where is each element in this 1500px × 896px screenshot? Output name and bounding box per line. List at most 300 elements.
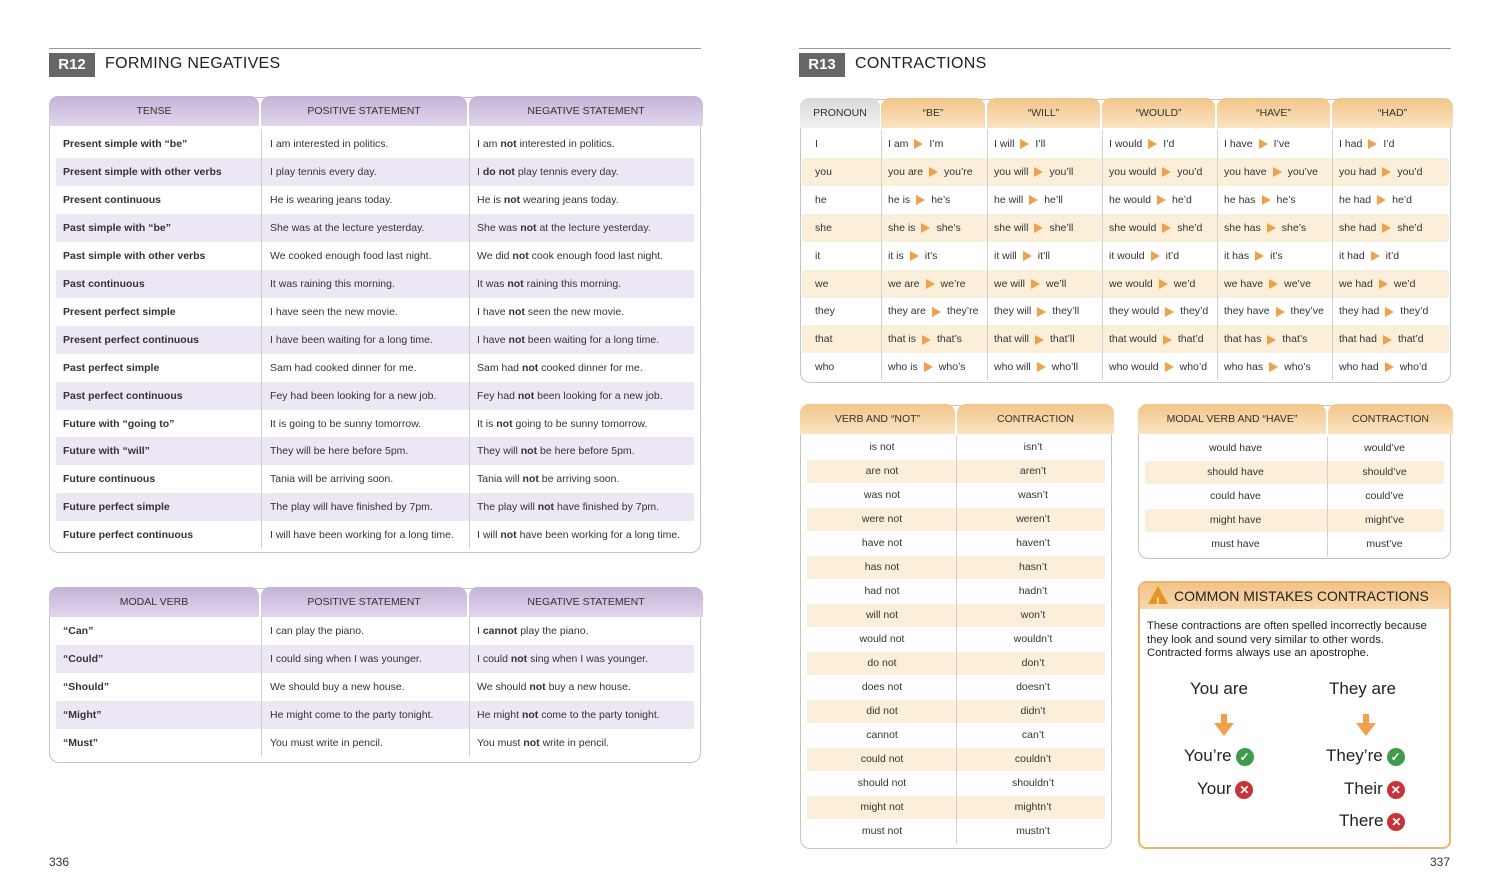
positive-cell: You must write in pencil. xyxy=(270,737,383,749)
tense-cell: Future with “going to” xyxy=(63,417,175,430)
negative-cell: She was not at the lecture yesterday. xyxy=(477,221,651,234)
contraction-cell: they have they’ve xyxy=(1224,305,1324,318)
tense-cell: Past perfect continuous xyxy=(63,389,183,402)
negative-cell: I cannot play the piano. xyxy=(477,625,589,637)
table-row xyxy=(56,673,694,701)
arrow-right-icon xyxy=(1159,279,1168,289)
arrow-right-icon xyxy=(910,251,919,261)
table-row xyxy=(56,186,694,214)
column-divider xyxy=(261,130,262,549)
arrow-right-icon xyxy=(921,223,930,233)
column-header: “WILL” xyxy=(987,98,1100,128)
arrow-right-icon xyxy=(1267,335,1276,345)
arrow-right-icon xyxy=(1023,251,1032,261)
arrow-right-icon xyxy=(1371,251,1380,261)
column-header: “HAVE” xyxy=(1217,98,1330,128)
contraction-cell: aren’t xyxy=(1019,465,1047,477)
positive-cell: Sam had cooked dinner for me. xyxy=(270,361,417,374)
table-header xyxy=(49,96,701,126)
verb-and-not-table xyxy=(800,405,1112,849)
contraction-cell: she has she’s xyxy=(1224,221,1307,234)
arrow-right-icon xyxy=(914,139,923,149)
column-header: “HAD” xyxy=(1332,98,1453,128)
pronoun-cell: who xyxy=(815,361,835,374)
column-divider xyxy=(261,617,262,757)
positive-cell: I will have been working for a long time. xyxy=(270,529,454,542)
pronoun-cell: we xyxy=(815,277,829,290)
verb-cell: have not xyxy=(861,537,903,549)
verb-cell: might have xyxy=(1209,514,1262,526)
contraction-cell: won’t xyxy=(1020,609,1046,621)
correct-form-right: They’re ✓ xyxy=(1326,746,1405,766)
arrow-down-icon xyxy=(1359,714,1373,736)
check-icon: ✓ xyxy=(1387,748,1405,766)
verb-cell: might not xyxy=(860,801,904,813)
table-row xyxy=(802,242,1449,270)
verb-cell: is not xyxy=(869,441,895,453)
contraction-cell: should’ve xyxy=(1362,466,1407,478)
tense-cell: Past simple with “be” xyxy=(63,221,171,234)
positive-cell: It is going to be sunny tomorrow. xyxy=(270,417,422,430)
table-row xyxy=(802,297,1449,325)
table-row xyxy=(56,701,694,729)
arrow-right-icon xyxy=(1273,167,1282,177)
arrow-right-icon xyxy=(1255,251,1264,261)
contraction-cell: it has it’s xyxy=(1224,249,1283,262)
positive-cell: He is wearing jeans today. xyxy=(270,193,393,206)
positive-cell: I am interested in politics. xyxy=(270,138,389,150)
contraction-cell: it is it’s xyxy=(888,249,938,262)
column-header: VERB AND “NOT” xyxy=(800,404,955,434)
column-divider xyxy=(469,130,470,549)
contraction-cell: who has who’s xyxy=(1224,361,1311,374)
section-title: FORMING NEGATIVES xyxy=(105,55,281,72)
arrow-right-icon xyxy=(1368,139,1377,149)
tense-cell: Future with “will” xyxy=(63,445,150,458)
contraction-cell: he has he’s xyxy=(1224,193,1296,206)
arrow-down-icon xyxy=(1217,714,1231,736)
contraction-cell: I have I’ve xyxy=(1224,138,1290,150)
tense-cell: “Should” xyxy=(63,681,110,693)
verb-cell: must not xyxy=(861,825,903,837)
verb-cell: must have xyxy=(1211,538,1260,550)
negative-cell: It is not going to be sunny tomorrow. xyxy=(477,417,648,430)
contraction-cell: we would we’d xyxy=(1109,277,1196,290)
contraction-cell: they will they’ll xyxy=(994,305,1080,318)
negative-cell: They will not be here before 5pm. xyxy=(477,445,635,458)
contraction-cell: I had I’d xyxy=(1339,138,1395,150)
table-row xyxy=(56,437,694,465)
table-row xyxy=(56,645,694,673)
contraction-cell: mightn’t xyxy=(1014,801,1052,813)
tense-cell: Past perfect simple xyxy=(63,361,160,374)
column-divider xyxy=(1332,130,1333,380)
arrow-right-icon xyxy=(1165,362,1174,372)
negative-cell: I am not interested in politics. xyxy=(477,138,615,150)
arrow-right-icon xyxy=(1037,362,1046,372)
contraction-cell: I would I’d xyxy=(1109,138,1175,150)
common-mistakes-text: These contractions are often spelled incorrectly because they look and sound very similar to other words. Contracted forms always use an apostrophe. xyxy=(1147,620,1427,659)
cross-icon: ✕ xyxy=(1387,781,1405,799)
negative-cell: It was not raining this morning. xyxy=(477,277,622,290)
contraction-cell: haven’t xyxy=(1016,537,1050,549)
contractions-table xyxy=(800,99,1451,383)
section-code: R12 xyxy=(49,53,95,77)
tense-cell: Past continuous xyxy=(63,277,145,290)
negative-cell: We should not buy a new house. xyxy=(477,681,631,693)
common-mistakes-header xyxy=(1140,583,1449,609)
table-row xyxy=(1145,485,1444,508)
contraction-cell: hadn’t xyxy=(1018,585,1048,597)
table-row xyxy=(56,410,694,438)
tense-cell: Present perfect simple xyxy=(63,305,176,318)
contraction-cell: don’t xyxy=(1021,657,1045,669)
arrow-right-icon xyxy=(922,335,931,345)
arrow-right-icon xyxy=(1029,195,1038,205)
check-icon: ✓ xyxy=(1236,748,1254,766)
contraction-cell: could’ve xyxy=(1365,490,1404,502)
contraction-cell: hasn’t xyxy=(1018,561,1048,573)
table-row xyxy=(56,326,694,354)
source-phrase-left: You are xyxy=(1190,679,1248,698)
wrong-form-right: Their ✕ xyxy=(1344,779,1405,799)
table-row xyxy=(802,270,1449,298)
pronoun-cell: that xyxy=(815,333,833,346)
verb-cell: does not xyxy=(861,681,903,693)
positive-cell: I have been waiting for a long time. xyxy=(270,333,433,346)
contraction-cell: we are we’re xyxy=(888,277,966,290)
column-header: CONTRACTION xyxy=(957,404,1114,434)
verb-cell: would have xyxy=(1208,442,1263,454)
contraction-cell: I am I’m xyxy=(888,138,944,150)
modal-verb-table xyxy=(49,588,701,763)
table-row xyxy=(56,617,694,645)
positive-cell: I have seen the new movie. xyxy=(270,305,398,318)
tense-cell: Past simple with other verbs xyxy=(63,249,206,262)
arrow-right-icon xyxy=(1165,307,1174,317)
contraction-cell: who had who’d xyxy=(1339,361,1428,374)
contraction-cell: would’ve xyxy=(1364,442,1405,454)
verb-cell: was not xyxy=(863,489,901,501)
arrow-right-icon xyxy=(926,279,935,289)
column-header: “WOULD” xyxy=(1102,98,1215,128)
contraction-cell: that is that’s xyxy=(888,333,962,346)
contraction-cell: you are you’re xyxy=(888,165,973,178)
table-row xyxy=(56,354,694,382)
contraction-cell: must’ve xyxy=(1366,538,1403,550)
arrow-right-icon xyxy=(916,195,925,205)
contraction-cell: you have you’ve xyxy=(1224,165,1318,178)
column-divider xyxy=(987,130,988,380)
pronoun-cell: she xyxy=(815,221,832,234)
arrow-right-icon xyxy=(1383,335,1392,345)
arrow-right-icon xyxy=(1151,251,1160,261)
verb-cell: do not xyxy=(867,657,897,669)
column-header: “BE” xyxy=(881,98,985,128)
table-row xyxy=(56,521,694,549)
column-header: NEGATIVE STATEMENT xyxy=(469,96,703,126)
verb-cell: should have xyxy=(1207,466,1264,478)
contraction-cell: he had he’d xyxy=(1339,193,1412,206)
column-header: MODAL VERB xyxy=(49,587,259,617)
negative-cell: We did not cook enough food last night. xyxy=(477,249,664,262)
table-header xyxy=(800,98,1451,128)
arrow-right-icon xyxy=(1385,362,1394,372)
contraction-cell: that would that’d xyxy=(1109,333,1204,346)
table-row xyxy=(802,353,1449,381)
page-number-left: 336 xyxy=(49,855,70,869)
column-header: CONTRACTION xyxy=(1328,404,1453,434)
table-row xyxy=(802,130,1449,158)
arrow-right-icon xyxy=(1276,307,1285,317)
pronoun-cell: I xyxy=(815,138,818,150)
arrow-right-icon xyxy=(932,307,941,317)
contraction-cell: it had it’d xyxy=(1339,249,1400,262)
verb-cell: could have xyxy=(1210,490,1261,502)
negative-cell: The play will not have finished by 7pm. xyxy=(477,501,660,514)
tense-cell: Present perfect continuous xyxy=(63,333,199,346)
tense-cell: Future perfect continuous xyxy=(63,529,194,542)
contraction-cell: he is he’s xyxy=(888,193,951,206)
arrow-right-icon xyxy=(1269,362,1278,372)
contraction-cell: isn’t xyxy=(1023,441,1043,453)
contraction-cell: who is who’s xyxy=(888,361,966,374)
verb-cell: are not xyxy=(865,465,899,477)
arrow-right-icon xyxy=(1377,195,1386,205)
positive-cell: Tania will be arriving soon. xyxy=(270,473,394,486)
verb-cell: should not xyxy=(857,777,907,789)
column-divider xyxy=(1217,130,1218,380)
column-header: POSITIVE STATEMENT xyxy=(261,587,467,617)
table-row xyxy=(56,130,694,158)
positive-cell: It was raining this morning. xyxy=(270,277,395,290)
positive-cell: The play will have finished by 7pm. xyxy=(270,501,433,514)
column-divider xyxy=(1102,130,1103,380)
negative-cell: I do not play tennis every day. xyxy=(477,165,619,178)
tense-cell: Future continuous xyxy=(63,473,156,486)
right-section-header xyxy=(799,48,1451,76)
common-mistakes-box xyxy=(1138,581,1451,849)
contraction-cell: weren’t xyxy=(1016,513,1050,525)
verb-cell: were not xyxy=(861,513,903,525)
contraction-cell: she will she’ll xyxy=(994,221,1074,234)
column-divider xyxy=(881,130,882,380)
arrow-right-icon xyxy=(1259,139,1268,149)
arrow-right-icon xyxy=(1163,335,1172,345)
pronoun-cell: you xyxy=(815,165,832,178)
contraction-cell: that will that’ll xyxy=(994,333,1075,346)
left-section-header xyxy=(49,48,701,76)
arrow-right-icon xyxy=(1382,223,1391,233)
positive-cell: She was at the lecture yesterday. xyxy=(270,221,425,234)
contraction-cell: they would they’d xyxy=(1109,305,1209,318)
arrow-right-icon xyxy=(1035,335,1044,345)
negative-cell: Fey had not been looking for a new job. xyxy=(477,389,663,402)
contraction-cell: we have we’ve xyxy=(1224,277,1311,290)
positive-cell: We should buy a new house. xyxy=(270,681,405,693)
negative-cell: Tania will not be arriving soon. xyxy=(477,473,620,486)
contraction-cell: wouldn’t xyxy=(1013,633,1053,645)
column-header: NEGATIVE STATEMENT xyxy=(469,587,703,617)
contraction-cell: who will who’ll xyxy=(994,361,1079,374)
column-header: PRONOUN xyxy=(800,98,880,128)
tense-cell: “Could” xyxy=(63,653,104,665)
section-title: CONTRACTIONS xyxy=(855,55,987,72)
contraction-cell: you will you’ll xyxy=(994,165,1074,178)
wrong-form-left: Your ✕ xyxy=(1197,779,1253,799)
positive-cell: I can play the piano. xyxy=(270,625,364,637)
verb-cell: cannot xyxy=(866,729,898,741)
arrow-right-icon xyxy=(1267,223,1276,233)
common-mistakes-title: CONTRACTIONS xyxy=(1316,588,1429,604)
table-header xyxy=(800,404,1112,434)
table-row xyxy=(56,158,694,186)
contraction-cell: might’ve xyxy=(1364,514,1405,526)
verb-cell: did not xyxy=(866,705,898,717)
negative-cell: Sam had not cooked dinner for me. xyxy=(477,361,643,374)
tense-cell: “Must” xyxy=(63,737,98,749)
contraction-cell: we had we’d xyxy=(1339,277,1416,290)
negative-cell: He might not come to the party tonight. xyxy=(477,709,660,721)
pronoun-cell: it xyxy=(815,249,821,262)
verb-cell: would not xyxy=(859,633,905,645)
contraction-cell: doesn’t xyxy=(1016,681,1050,693)
table-row xyxy=(802,325,1449,353)
arrow-right-icon xyxy=(1020,139,1029,149)
positive-cell: I play tennis every day. xyxy=(270,165,377,178)
column-divider xyxy=(1327,437,1328,557)
positive-cell: They will be here before 5pm. xyxy=(270,445,409,458)
table-row xyxy=(56,493,694,521)
table-row xyxy=(56,214,694,242)
contraction-cell: couldn’t xyxy=(1014,753,1052,765)
contraction-cell: I will I’ll xyxy=(994,138,1046,150)
positive-cell: We cooked enough food last night. xyxy=(270,249,432,262)
contraction-cell: you would you’d xyxy=(1109,165,1203,178)
arrow-right-icon xyxy=(1034,223,1043,233)
positive-cell: I could sing when I was younger. xyxy=(270,653,422,665)
source-phrase-right: They are xyxy=(1329,679,1397,698)
tense-cell: Present continuous xyxy=(63,193,162,206)
column-divider xyxy=(469,617,470,757)
arrow-right-icon xyxy=(1037,307,1046,317)
cross-icon: ✕ xyxy=(1387,813,1405,831)
table-row xyxy=(802,186,1449,214)
table-row xyxy=(56,270,694,298)
contraction-cell: she is she’s xyxy=(888,221,961,234)
column-header: MODAL VERB AND “HAVE” xyxy=(1138,404,1326,434)
table-row xyxy=(802,214,1449,242)
negative-cell: You must not write in pencil. xyxy=(477,737,610,749)
section-code: R13 xyxy=(799,53,845,77)
verb-cell: had not xyxy=(864,585,900,597)
contraction-cell: she would she’d xyxy=(1109,221,1203,234)
table-row xyxy=(56,242,694,270)
table-row xyxy=(1145,461,1444,484)
common-mistakes-title-bold: COMMON MISTAKES xyxy=(1174,588,1313,604)
arrow-right-icon xyxy=(1034,167,1043,177)
positive-cell: He might come to the party tonight. xyxy=(270,709,434,721)
negative-cell: He is not wearing jeans today. xyxy=(477,193,619,206)
arrow-right-icon xyxy=(1031,279,1040,289)
contraction-cell: can’t xyxy=(1021,729,1045,741)
correct-form-left: You’re ✓ xyxy=(1184,746,1254,766)
contraction-cell: they are they’re xyxy=(888,305,979,318)
table-row xyxy=(56,382,694,410)
arrow-right-icon xyxy=(1162,223,1171,233)
contraction-cell: didn’t xyxy=(1020,705,1046,717)
pronoun-cell: they xyxy=(815,305,835,318)
negative-cell: I could not sing when I was younger. xyxy=(477,653,649,665)
tense-cell: “Can” xyxy=(63,625,94,637)
table-row xyxy=(1145,437,1444,460)
contraction-cell: wasn’t xyxy=(1018,489,1048,501)
verb-cell: could not xyxy=(860,753,904,765)
column-divider xyxy=(956,436,957,844)
table-header xyxy=(49,587,701,617)
table-row xyxy=(802,158,1449,186)
arrow-right-icon xyxy=(1157,195,1166,205)
contraction-cell: that has that’s xyxy=(1224,333,1308,346)
tense-cell: Present simple with other verbs xyxy=(63,165,222,178)
arrow-right-icon xyxy=(1262,195,1271,205)
contraction-cell: mustn’t xyxy=(1016,825,1050,837)
page-number-right: 337 xyxy=(1430,855,1451,869)
tense-cell: Present simple with “be” xyxy=(63,138,188,150)
arrow-right-icon xyxy=(1385,307,1394,317)
contraction-cell: we will we’ll xyxy=(994,277,1067,290)
arrow-right-icon xyxy=(1269,279,1278,289)
verb-cell: has not xyxy=(864,561,900,573)
arrow-right-icon xyxy=(924,362,933,372)
arrow-right-icon xyxy=(1148,139,1157,149)
contraction-cell: that had that’d xyxy=(1339,333,1424,346)
wrong-form-right: There ✕ xyxy=(1339,811,1405,831)
table-row xyxy=(1145,509,1444,532)
modal-verb-and-have-table xyxy=(1138,405,1451,559)
arrow-right-icon xyxy=(929,167,938,177)
table-row xyxy=(56,298,694,326)
contraction-cell: shouldn’t xyxy=(1011,777,1055,789)
contraction-cell: who would who’d xyxy=(1109,361,1208,374)
arrow-right-icon xyxy=(1162,167,1171,177)
contraction-cell: you had you’d xyxy=(1339,165,1423,178)
cross-icon: ✕ xyxy=(1235,781,1253,799)
table-row xyxy=(56,729,694,757)
contraction-cell: it will it’ll xyxy=(994,249,1050,262)
forming-negatives-table xyxy=(49,97,701,553)
tense-cell: “Might” xyxy=(63,709,102,721)
negative-cell: I have not seen the new movie. xyxy=(477,305,625,318)
table-row xyxy=(56,465,694,493)
pronoun-cell: he xyxy=(815,193,827,206)
contraction-cell: he will he’ll xyxy=(994,193,1063,206)
arrow-right-icon xyxy=(1379,279,1388,289)
warning-icon: ! xyxy=(1148,586,1168,604)
contraction-cell: they had they’d xyxy=(1339,305,1429,318)
table-header xyxy=(1138,404,1451,434)
verb-cell: will not xyxy=(865,609,899,621)
contraction-cell: he would he’d xyxy=(1109,193,1192,206)
negative-cell: I have not been waiting for a long time. xyxy=(477,333,660,346)
arrow-right-icon xyxy=(1382,167,1391,177)
negative-cell: I will not have been working for a long time. xyxy=(477,529,681,542)
column-header: POSITIVE STATEMENT xyxy=(261,96,467,126)
tense-cell: Future perfect simple xyxy=(63,501,170,514)
contraction-cell: she had she’d xyxy=(1339,221,1423,234)
column-header: TENSE xyxy=(49,96,259,126)
positive-cell: Fey had been looking for a new job. xyxy=(270,389,437,402)
